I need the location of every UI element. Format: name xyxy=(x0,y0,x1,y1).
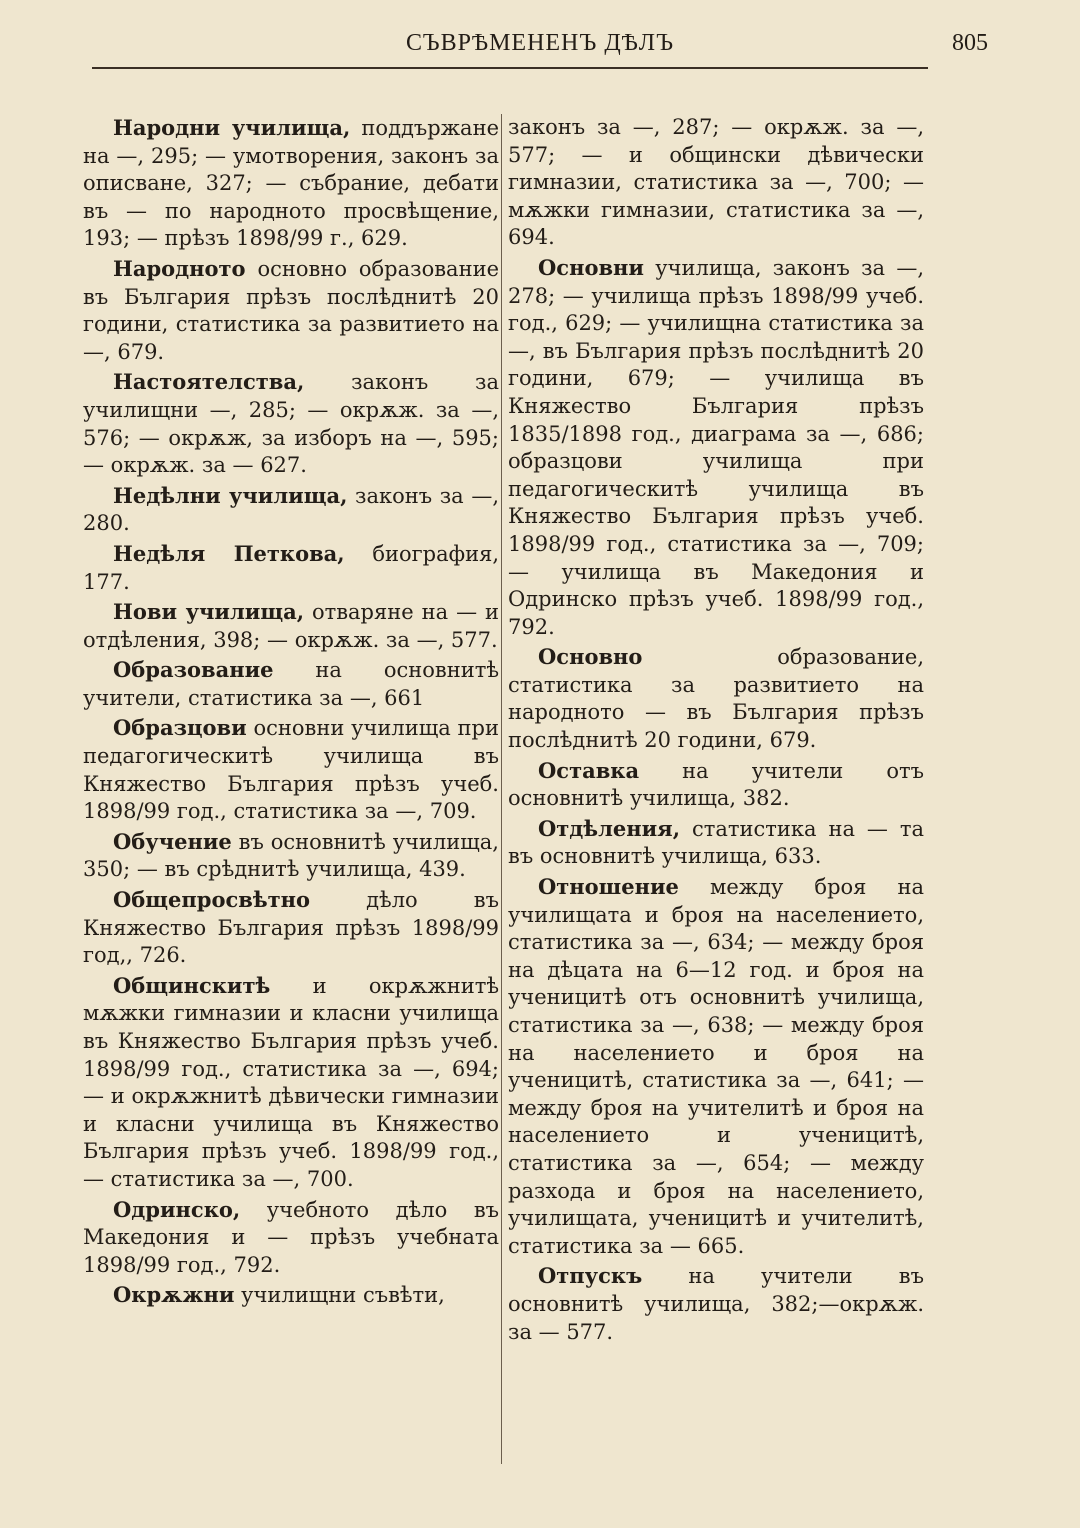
index-entry xyxy=(508,114,924,252)
column-divider xyxy=(501,114,502,1464)
entry-text: законъ за —, 280. xyxy=(83,483,499,536)
entry-text: на основнитѣ учители, статистика за —, 661 xyxy=(83,658,499,710)
entry-headword: Народни училища, xyxy=(113,115,351,140)
entry-text: биография, 177. xyxy=(83,541,500,594)
index-entry xyxy=(83,368,499,479)
entry-text: на учители въ основнитѣ училища, 382;—окрѫж. за — 577. xyxy=(508,1264,924,1344)
index-entry xyxy=(83,972,499,1194)
index-entry xyxy=(83,828,499,884)
index-entry xyxy=(83,1281,499,1310)
entry-text: статистика на — та въ основнитѣ училища, 633. xyxy=(508,816,924,869)
entry-text: училища, законъ за —, 278; — училища прѣзъ 1898/99 учеб. год., 629; — училищна статистика за —, въ България прѣзъ послѣднитѣ 20 години, 679; — училища въ Княжество България прѣзъ 1835/1898 год., диаграма за —, 686; образцови училища при педагогическитѣ училища въ Княжество България прѣзъ учеб. 1898/99 год., статистика за —, 709; — училища въ Македония и Одринско прѣзъ учеб. 1898/99 год., 792. xyxy=(508,255,924,639)
entry-headword: Настоятелства, xyxy=(113,369,305,395)
entry-text: образование, статистика за развитието на народното — въ България прѣзъ послѣднитѣ 20 години, 679. xyxy=(508,645,924,753)
entry-headword: Отпускъ xyxy=(538,1263,643,1289)
index-entry xyxy=(508,873,924,1260)
entry-headword: Основно xyxy=(538,644,643,670)
header-rule xyxy=(92,67,928,69)
index-entry xyxy=(83,598,499,654)
entry-headword: Отдѣления, xyxy=(538,815,681,841)
index-entry xyxy=(83,540,499,596)
index-entry xyxy=(508,1262,924,1346)
entry-headword: Общинскитѣ xyxy=(113,972,271,998)
entry-headword: Образование xyxy=(113,657,274,683)
entry-headword: Одринско, xyxy=(113,1196,241,1222)
index-column-left xyxy=(83,114,499,1312)
header-title: СЪВРѢМЕНЕНЪ ДѢЛЪ xyxy=(405,30,675,56)
entry-headword: Оставка xyxy=(538,757,640,783)
entry-headword: Отношение xyxy=(538,874,679,900)
entry-text: основни училища при педагогическитѣ училища въ Княжество България прѣзъ учеб. 1898/99 год., статистика за —, 709. xyxy=(83,716,499,824)
entry-headword: Народното xyxy=(113,255,246,281)
entry-text: дѣло въ Княжество България прѣзъ 1898/99 год,, 726. xyxy=(83,888,499,968)
running-header xyxy=(92,30,988,66)
entry-text: законъ за —, 287; — окрѫж. за —, 577; — и общински дѣвически гимназии, статистика за —, 700; — мѫжки гимназии, статистика за —, 694. xyxy=(508,115,924,250)
index-entry xyxy=(508,254,924,641)
entry-headword: Образцови xyxy=(113,715,247,741)
entry-text: въ основнитѣ училища, 350; — въ срѣднитѣ училища, 439. xyxy=(83,829,499,882)
entry-text: учебното дѣло въ Македония и — прѣзъ учебната 1898/99 год., 792. xyxy=(83,1197,499,1277)
index-entry xyxy=(83,656,499,712)
entry-headword: Окрѫжни xyxy=(113,1282,235,1308)
entry-headword: Обучение xyxy=(113,828,232,854)
index-column-right xyxy=(508,114,924,1348)
index-entry xyxy=(83,255,499,366)
entry-headword: Нови училища, xyxy=(113,599,305,625)
index-entry xyxy=(508,757,924,813)
index-entry xyxy=(83,1196,499,1280)
entry-text: отваряне на — и отдѣления, 398; — окрѫж. за —, 577. xyxy=(83,600,499,652)
entry-headword: Недѣлни училища, xyxy=(113,482,348,508)
entry-headword: Недѣля Петкова, xyxy=(113,540,345,566)
entry-headword: Основни xyxy=(538,254,644,280)
index-entry xyxy=(83,114,499,253)
entry-headword: Общепросвѣтно xyxy=(113,887,310,913)
index-entry xyxy=(508,815,924,871)
index-entry xyxy=(83,886,499,970)
index-entry xyxy=(508,643,924,754)
entry-text: законъ за училищни —, 285; — окрѫж. за —, 576; — окрѫж, за изборъ на —, 595; — окрѫж. за — 627. xyxy=(83,370,499,478)
entry-text: основно образование въ България прѣзъ послѣднитѣ 20 години, статистика за развитието на —, 679. xyxy=(83,256,499,364)
index-entry xyxy=(83,482,499,538)
entry-text: поддържане на —, 295; — умотворения, законъ за описване, 327; — събрание, дебати въ — по народното просвѣщение, 193; — прѣзъ 1898/99 г., 629. xyxy=(83,116,499,251)
entry-text: училищни съвѣти, xyxy=(234,1283,445,1308)
entry-text: на учители отъ основнитѣ училища, 382. xyxy=(508,758,924,811)
entry-text: и окрѫжнитѣ мѫжки гимназии и класни училища въ Княжество България прѣзъ учеб. 1898/99 год., статистика за —, 694; — и окрѫжнитѣ дѣвически гимназии и класни училища въ Княжество България прѣзъ учеб. 1898/99 год., — статистика за —, 700. xyxy=(83,973,499,1191)
entry-text: между броя на училищата и броя на населението, статистика за —, 634; — между броя на дѣцата на 6—12 год. и броя на ученицитѣ отъ основнитѣ училища, статистика за —, 638; — между броя на населението и броя на ученицитѣ, статистика за —, 641; — между броя на учителитѣ и броя на населението и ученицитѣ, статистика за —, 654; — между разхода и броя на населението, училищата, ученицитѣ и учителитѣ, статистика за — 665. xyxy=(508,875,924,1258)
index-entry xyxy=(83,714,499,825)
page-number: 805 xyxy=(952,30,988,56)
